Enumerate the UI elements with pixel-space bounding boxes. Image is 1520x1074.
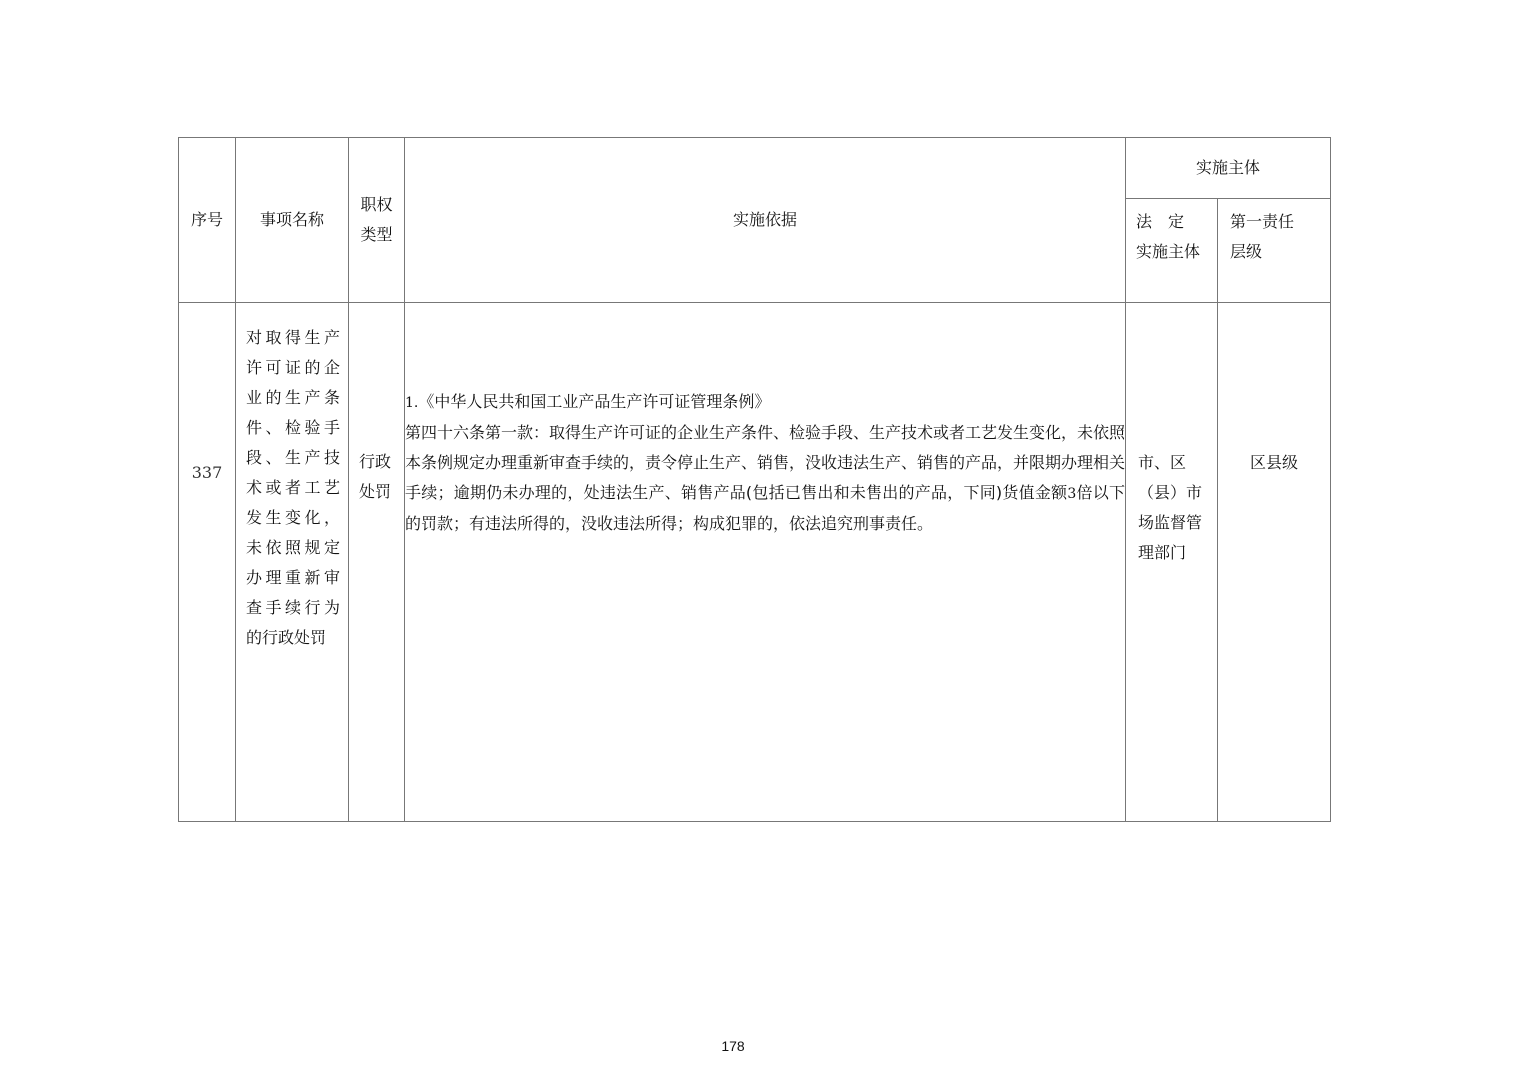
header-type [349,138,405,303]
row-level-cell [1218,303,1331,822]
row-subject-cell [1126,303,1218,822]
header-legal-line1: 法 定 [1136,212,1185,231]
basis-title-text: 《中华人民共和国工业产品生产许可证管理条例》 [418,392,771,411]
header-responsibility-level [1218,199,1331,303]
row-level: 区县级 [1250,453,1299,472]
table-row [179,303,1331,822]
row-subject: 市、区（县）市场监督管理部门 [1138,453,1203,562]
basis-body [405,418,1125,539]
row-type-line1: 行政 [359,452,392,471]
row-type-cell [349,303,405,822]
row-basis-cell [405,303,1126,822]
header-legal-subject [1126,199,1218,303]
basis-body-part-b: 倍以下的罚款；有违法所得的，没收违法所得；构成犯罪的，依法追究刑事责任。 [405,483,1125,533]
basis-body-number: 3 [1067,486,1077,502]
header-legal-line2: 实施主体 [1136,242,1201,261]
basis-body-part-a: 第四十六条第一款：取得生产许可证的企业生产条件、检验手段、生产技术或者工艺发生变化，未依照本条例规定办理重新审查手续的，责令停止生产、销售，没收违法生产、销售的产品，并限期办理相关手续；逾期仍未办理的，处违法生产、销售产品(包括已售出和未售出的产品，下同)货值金额 [405,423,1126,502]
header-basis: 实施依据 [405,138,1126,303]
header-type-line2: 类型 [360,225,393,244]
row-name: 对取得生产许可证的企业的生产条件、检验手段、生产技术或者工艺发生变化，未依照规定办理重新审查手续行为的行政处罚 [246,328,340,647]
header-name: 事项名称 [236,138,349,303]
row-type-line2: 处罚 [359,482,392,501]
header-resp-line1: 第一责任 [1230,212,1295,231]
basis-title [405,387,1125,418]
page-number: 178 [721,1038,745,1054]
header-type-line1: 职权 [360,195,393,214]
matter-table [178,137,1331,822]
header-subject: 实施主体 [1126,138,1331,199]
header-resp-line2: 层级 [1230,242,1263,261]
header-seq: 序号 [179,138,236,303]
basis-title-number: 1. [405,395,419,411]
row-seq: 337 [179,303,236,822]
row-name-cell [236,303,349,822]
